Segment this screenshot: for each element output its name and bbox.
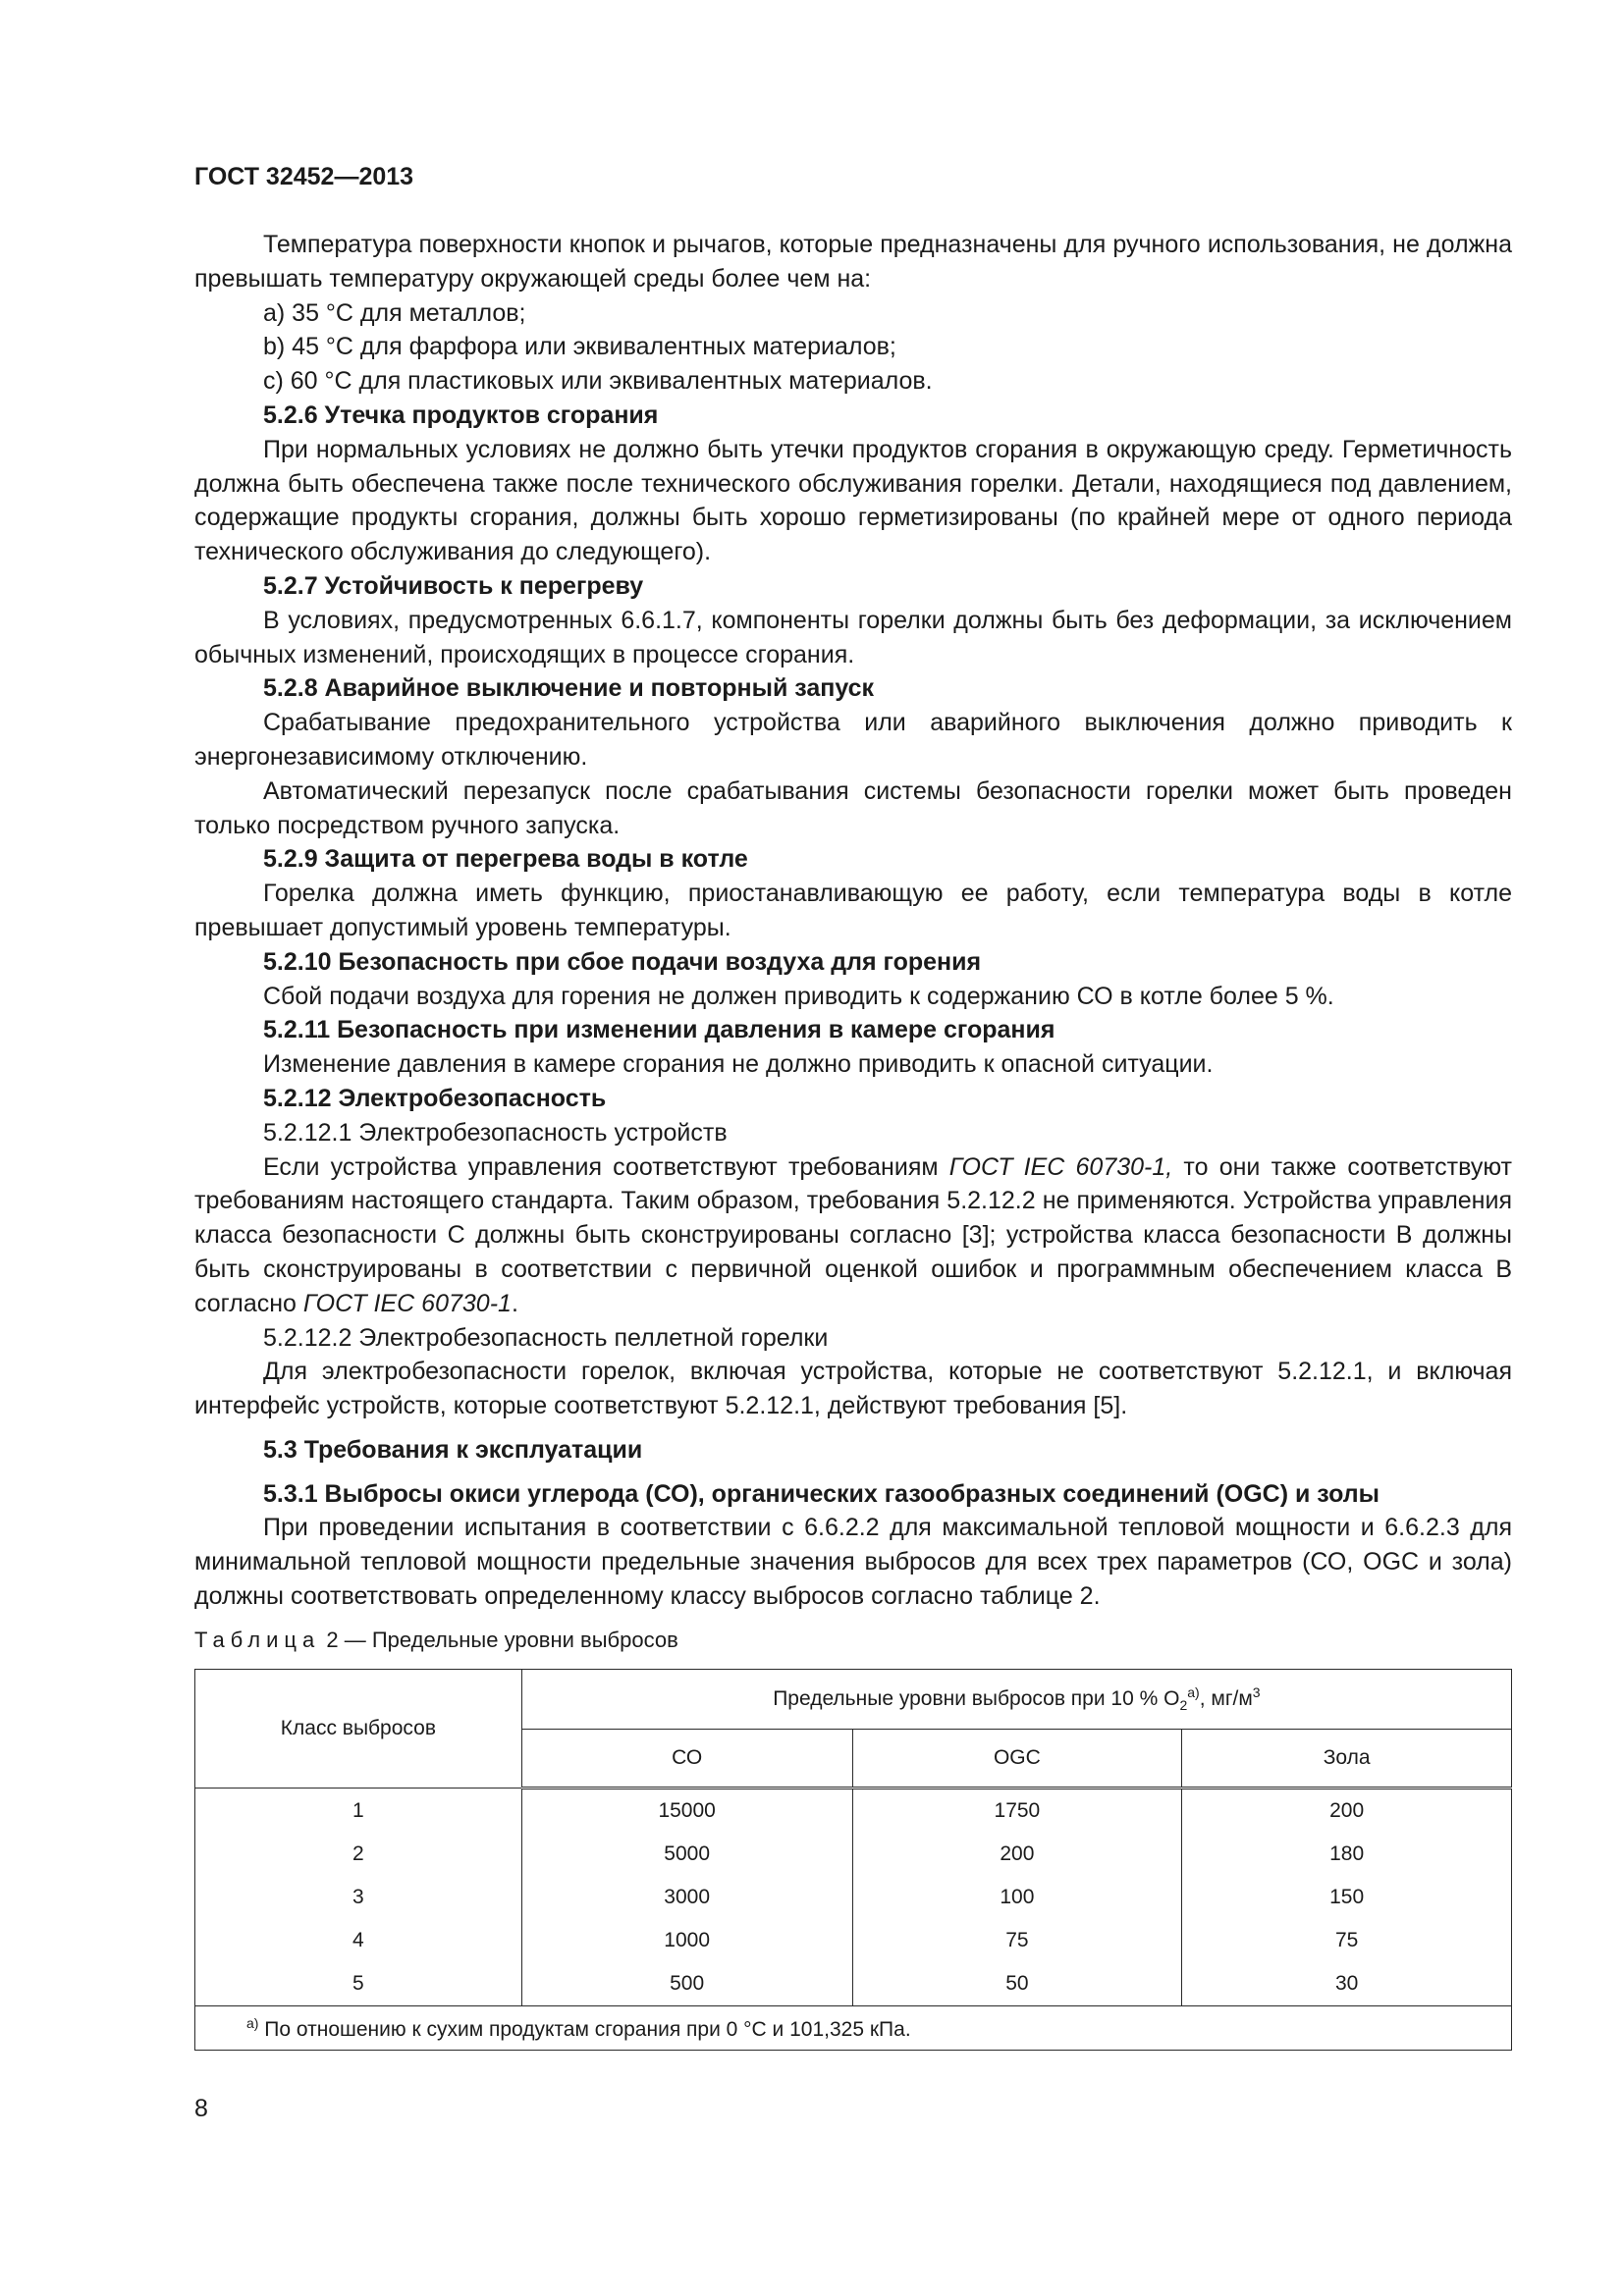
table-cell: 75 [852,1919,1182,1962]
table-cell: 4 [195,1919,522,1962]
subsection-heading: 5.2.12.2 Электробезопасность пеллетной горелки [263,1323,829,1352]
table-cell: 180 [1182,1833,1512,1876]
paragraph: В условиях, предусмотренных 6.6.1.7, компоненты горелки должны быть без деформации, за исключением обычных изменений, происходящих в процессе сгорания. [194,606,1512,668]
section-heading: 5.2.9 Защита от перегрева воды в котле [263,845,748,874]
section-heading: 5.2.7 Устойчивость к перегреву [263,571,644,600]
paragraph: Температура поверхности кнопок и рычагов, которые предназначены для ручного использования, не должна превышать температуру окружающей среды более чем на: [194,231,1512,293]
section-heading: 5.2.10 Безопасность при сбое подачи воздуха для горения [263,947,982,976]
table-cell: 30 [1182,1962,1512,2006]
paragraph: Сбой подачи воздуха для горения не должен приводить к содержанию СО в котле более 5 %. [263,982,1334,1010]
table-caption: Таблица 2 — Предельные уровни выбросов [194,1628,678,1652]
table-row [195,1789,1512,1834]
subsection-heading: 5.2.12.1 Электробезопасность устройств [263,1118,728,1147]
column-header-ash: Зола [1182,1730,1512,1789]
table-cell: 2 [195,1833,522,1876]
table-cell: 200 [852,1833,1182,1876]
table-cell: 5 [195,1962,522,2006]
table-row [195,1919,1512,1962]
section-heading: 5.2.8 Аварийное выключение и повторный запуск [263,674,875,703]
paragraph: Автоматический перезапуск после срабатывания системы безопасности горелки может быть проведен только посредством ручного запуска. [194,776,1512,839]
table-cell: 5000 [521,1833,852,1876]
table-cell: 1 [195,1789,522,1834]
table-cell: 150 [1182,1876,1512,1919]
table-cell: 500 [521,1962,852,2006]
table-cell: 1000 [521,1919,852,1962]
paragraph: При нормальных условиях не должно быть утечки продуктов сгорания в окружающую среду. Герметичность должна быть обеспечена также после технического обслуживания горелки. Детали, находящиеся под давлением, содержащие продукты сгорания, должны быть хорошо герметизированы (по крайней мере от одного периода технического обслуживания до следующего). [194,435,1512,566]
column-header-co: СО [521,1730,852,1789]
table-row [195,1833,1512,1876]
table-cell: 3000 [521,1876,852,1919]
paragraph: Изменение давления в камере сгорания не должно приводить к опасной ситуации. [263,1050,1214,1079]
standard-reference: ГОСТ IEC 60730-1 [302,1289,512,1317]
section-heading: 5.2.11 Безопасность при изменении давления в камере сгорания [263,1016,1055,1044]
table-cell: 15000 [521,1789,852,1834]
table-cell: 75 [1182,1919,1512,1962]
document-header: ГОСТ 32452—2013 [194,163,414,190]
body-text [194,228,1512,1614]
table-cell: 50 [852,1962,1182,2006]
section-heading: 5.2.6 Утечка продуктов сгорания [263,400,659,429]
paragraph: При проведении испытания в соответствии с 6.6.2.2 для максимальной тепловой мощности и 6.6.2.3 для минимальной тепловой мощности предельные значения выбросов для всех трех параметров (СО, OGC и зола) должны соответствовать определенному классу выбросов согласно таблице 2. [194,1514,1512,1611]
table-row [195,1876,1512,1919]
section-heading: 5.2.12 Электробезопасность [263,1084,607,1112]
paragraph: Если устройства управления соответствуют требованиям ГОСТ IEC 60730-1, то они также соответствуют требованиям настоящего стандарта. Таким образом, требования 5.2.12.2 не применяются. Устройства управления класса безопасности С должны быть сконструированы согласно [3]; устройства класса безопасности В должны быть сконструированы в соответствии с первичной оценкой ошибок и программным обеспечением класса В согласно ГОСТ IEC 60730-1. [194,1152,1512,1317]
paragraph: Для электробезопасности горелок, включая устройства, которые не соответствуют 5.2.12.1, и включая интерфейс устройств, которые соответствуют 5.2.12.1, действуют требования [5]. [194,1358,1512,1420]
section-heading: 5.3 Требования к эксплуатации [263,1435,643,1464]
emissions-table [194,1669,1512,2051]
list-item: b) 45 °С для фарфора или эквивалентных материалов; [263,333,896,361]
table-cell: 100 [852,1876,1182,1919]
paragraph: Срабатывание предохранительного устройства или аварийного выключения должно приводить к энергонезависимому отключению. [194,709,1512,771]
list-item: a) 35 °С для металлов; [263,298,526,327]
column-header-class: Класс выбросов [195,1670,522,1789]
column-header-ogc: OGC [852,1730,1182,1789]
column-header-limits: Предельные уровни выбросов при 10 % $O_2^{a)}$, $мг/м^3$ [521,1670,1511,1730]
page-number: 8 [194,2095,208,2122]
paragraph: Горелка должна иметь функцию, приостанавливающую ее работу, если температура воды в котле превышает допустимый уровень температуры. [194,880,1512,941]
table-cell: 1750 [852,1789,1182,1834]
list-item: c) 60 °С для пластиковых или эквивалентных материалов. [263,367,933,396]
section-heading: 5.3.1 Выбросы окиси углерода (СО), органических газообразных соединений (OGC) и золы [263,1479,1380,1508]
table-cell: 3 [195,1876,522,1919]
standard-reference: ГОСТ IEC 60730-1, [948,1152,1173,1181]
table-footnote: $^{a)}$ По отношению к сухим продуктам сгорания при 0 °С и 101,325 кПа. [195,2006,1512,2051]
table-cell: 200 [1182,1789,1512,1834]
table-row [195,1962,1512,2006]
